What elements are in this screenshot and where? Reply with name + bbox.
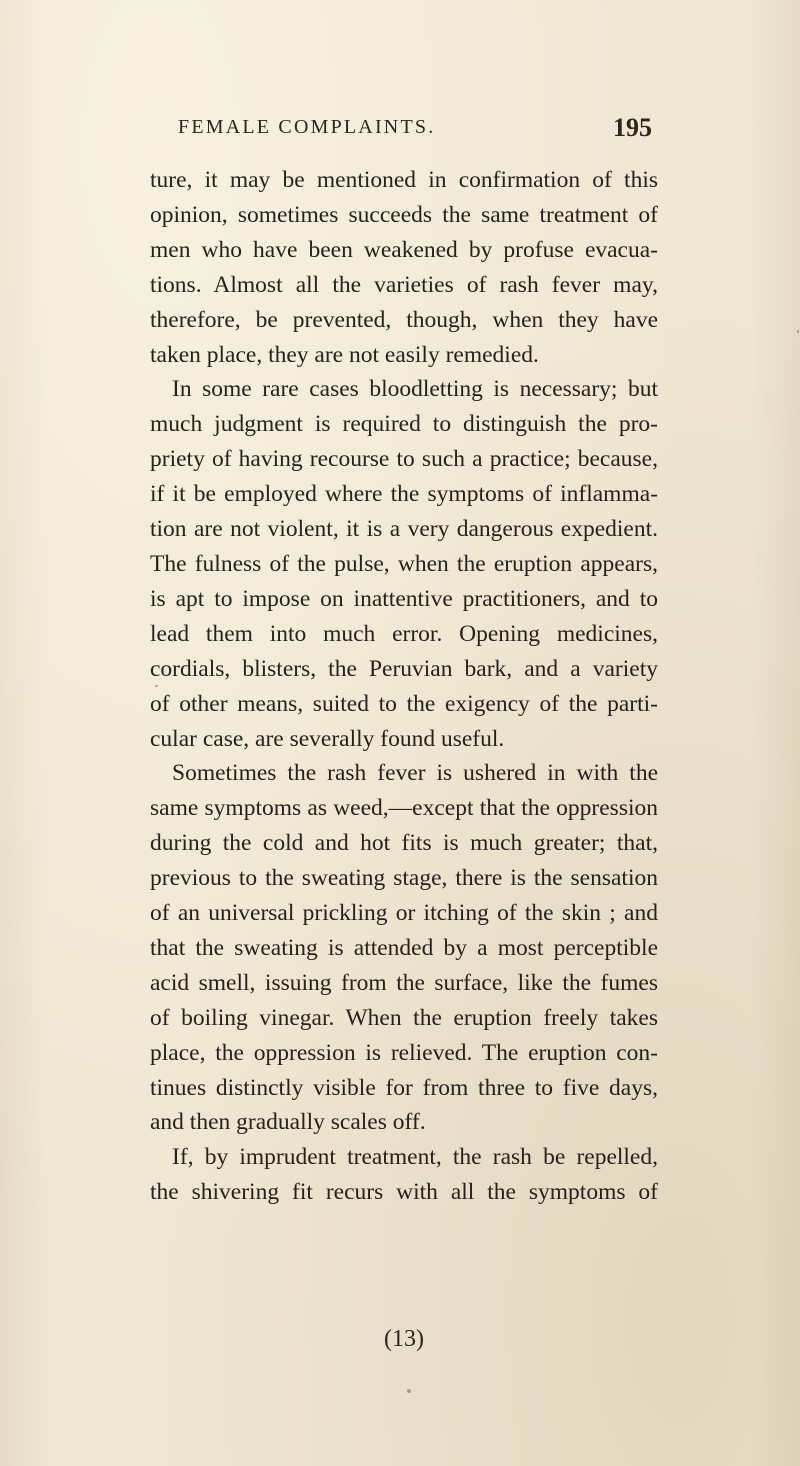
text-line: tion are not violent, it is a very dangerous expedient. [150, 516, 658, 543]
text-line: opinion, sometimes succeeds the same treatment of [150, 201, 658, 228]
text-line: is apt to impose on inattentive practitioners, and to [150, 585, 658, 612]
text-line: same symptoms as weed,—except that the oppression [150, 795, 658, 822]
body-text [150, 163, 658, 1210]
text-line: the shivering fit recurs with all the symptoms of [150, 1179, 658, 1206]
paper-speck [407, 1389, 411, 1393]
text-line: therefore, be prevented, though, when they have [150, 306, 658, 333]
paragraph-start-line: If, by imprudent treatment, the rash be repelled, [172, 1144, 658, 1171]
text-line: priety of having recourse to such a practice; because, [150, 446, 658, 473]
text-line: if it be employed where the symptoms of inflamma- [150, 481, 658, 508]
text-line: lead them into much error. Opening medicines, [150, 620, 658, 647]
page-number: 195 [613, 113, 652, 142]
paragraph-start-line: In some rare cases bloodletting is necessary; but [172, 376, 658, 403]
text-line: cordials, blisters, the Peruvian bark, and a variety [150, 655, 658, 682]
text-line: that the sweating is attended by a most perceptible [150, 934, 658, 961]
text-line: tions. Almost all the varieties of rash fever may, [150, 271, 658, 298]
text-line: cular case, are severally found useful. [150, 725, 505, 752]
text-line: acid smell, issuing from the surface, like the fumes [150, 969, 658, 996]
text-line: and then gradually scales off. [150, 1109, 426, 1136]
text-line: previous to the sweating stage, there is the sensation [150, 865, 658, 892]
paper-speck [155, 685, 158, 687]
text-line: The fulness of the pulse, when the eruption appears, [150, 550, 658, 577]
text-line: place, the oppression is relieved. The eruption con- [150, 1039, 658, 1066]
running-head [178, 113, 652, 146]
paper-speck [797, 330, 799, 333]
text-line: tinues distinctly visible for from three to five days, [150, 1074, 658, 1101]
text-line: during the cold and hot fits is much greater; that, [150, 830, 658, 857]
signature-mark: (13) [384, 1326, 424, 1352]
text-line: taken place, they are not easily remedied. [150, 341, 539, 368]
text-line: men who have been weakened by profuse evacua- [150, 236, 658, 263]
text-line: of other means, suited to the exigency of the parti- [150, 690, 658, 717]
text-line: ture, it may be mentioned in confirmation of this [150, 167, 658, 193]
text-line: much judgment is required to distinguish the pro- [150, 411, 658, 438]
paragraph-start-line: Sometimes the rash fever is ushered in with the [172, 760, 658, 787]
text-line: of boiling vinegar. When the eruption freely takes [150, 1004, 658, 1031]
text-line: of an universal prickling or itching of the skin ; and [150, 900, 658, 927]
running-head-title: FEMALE COMPLAINTS. [178, 116, 436, 138]
